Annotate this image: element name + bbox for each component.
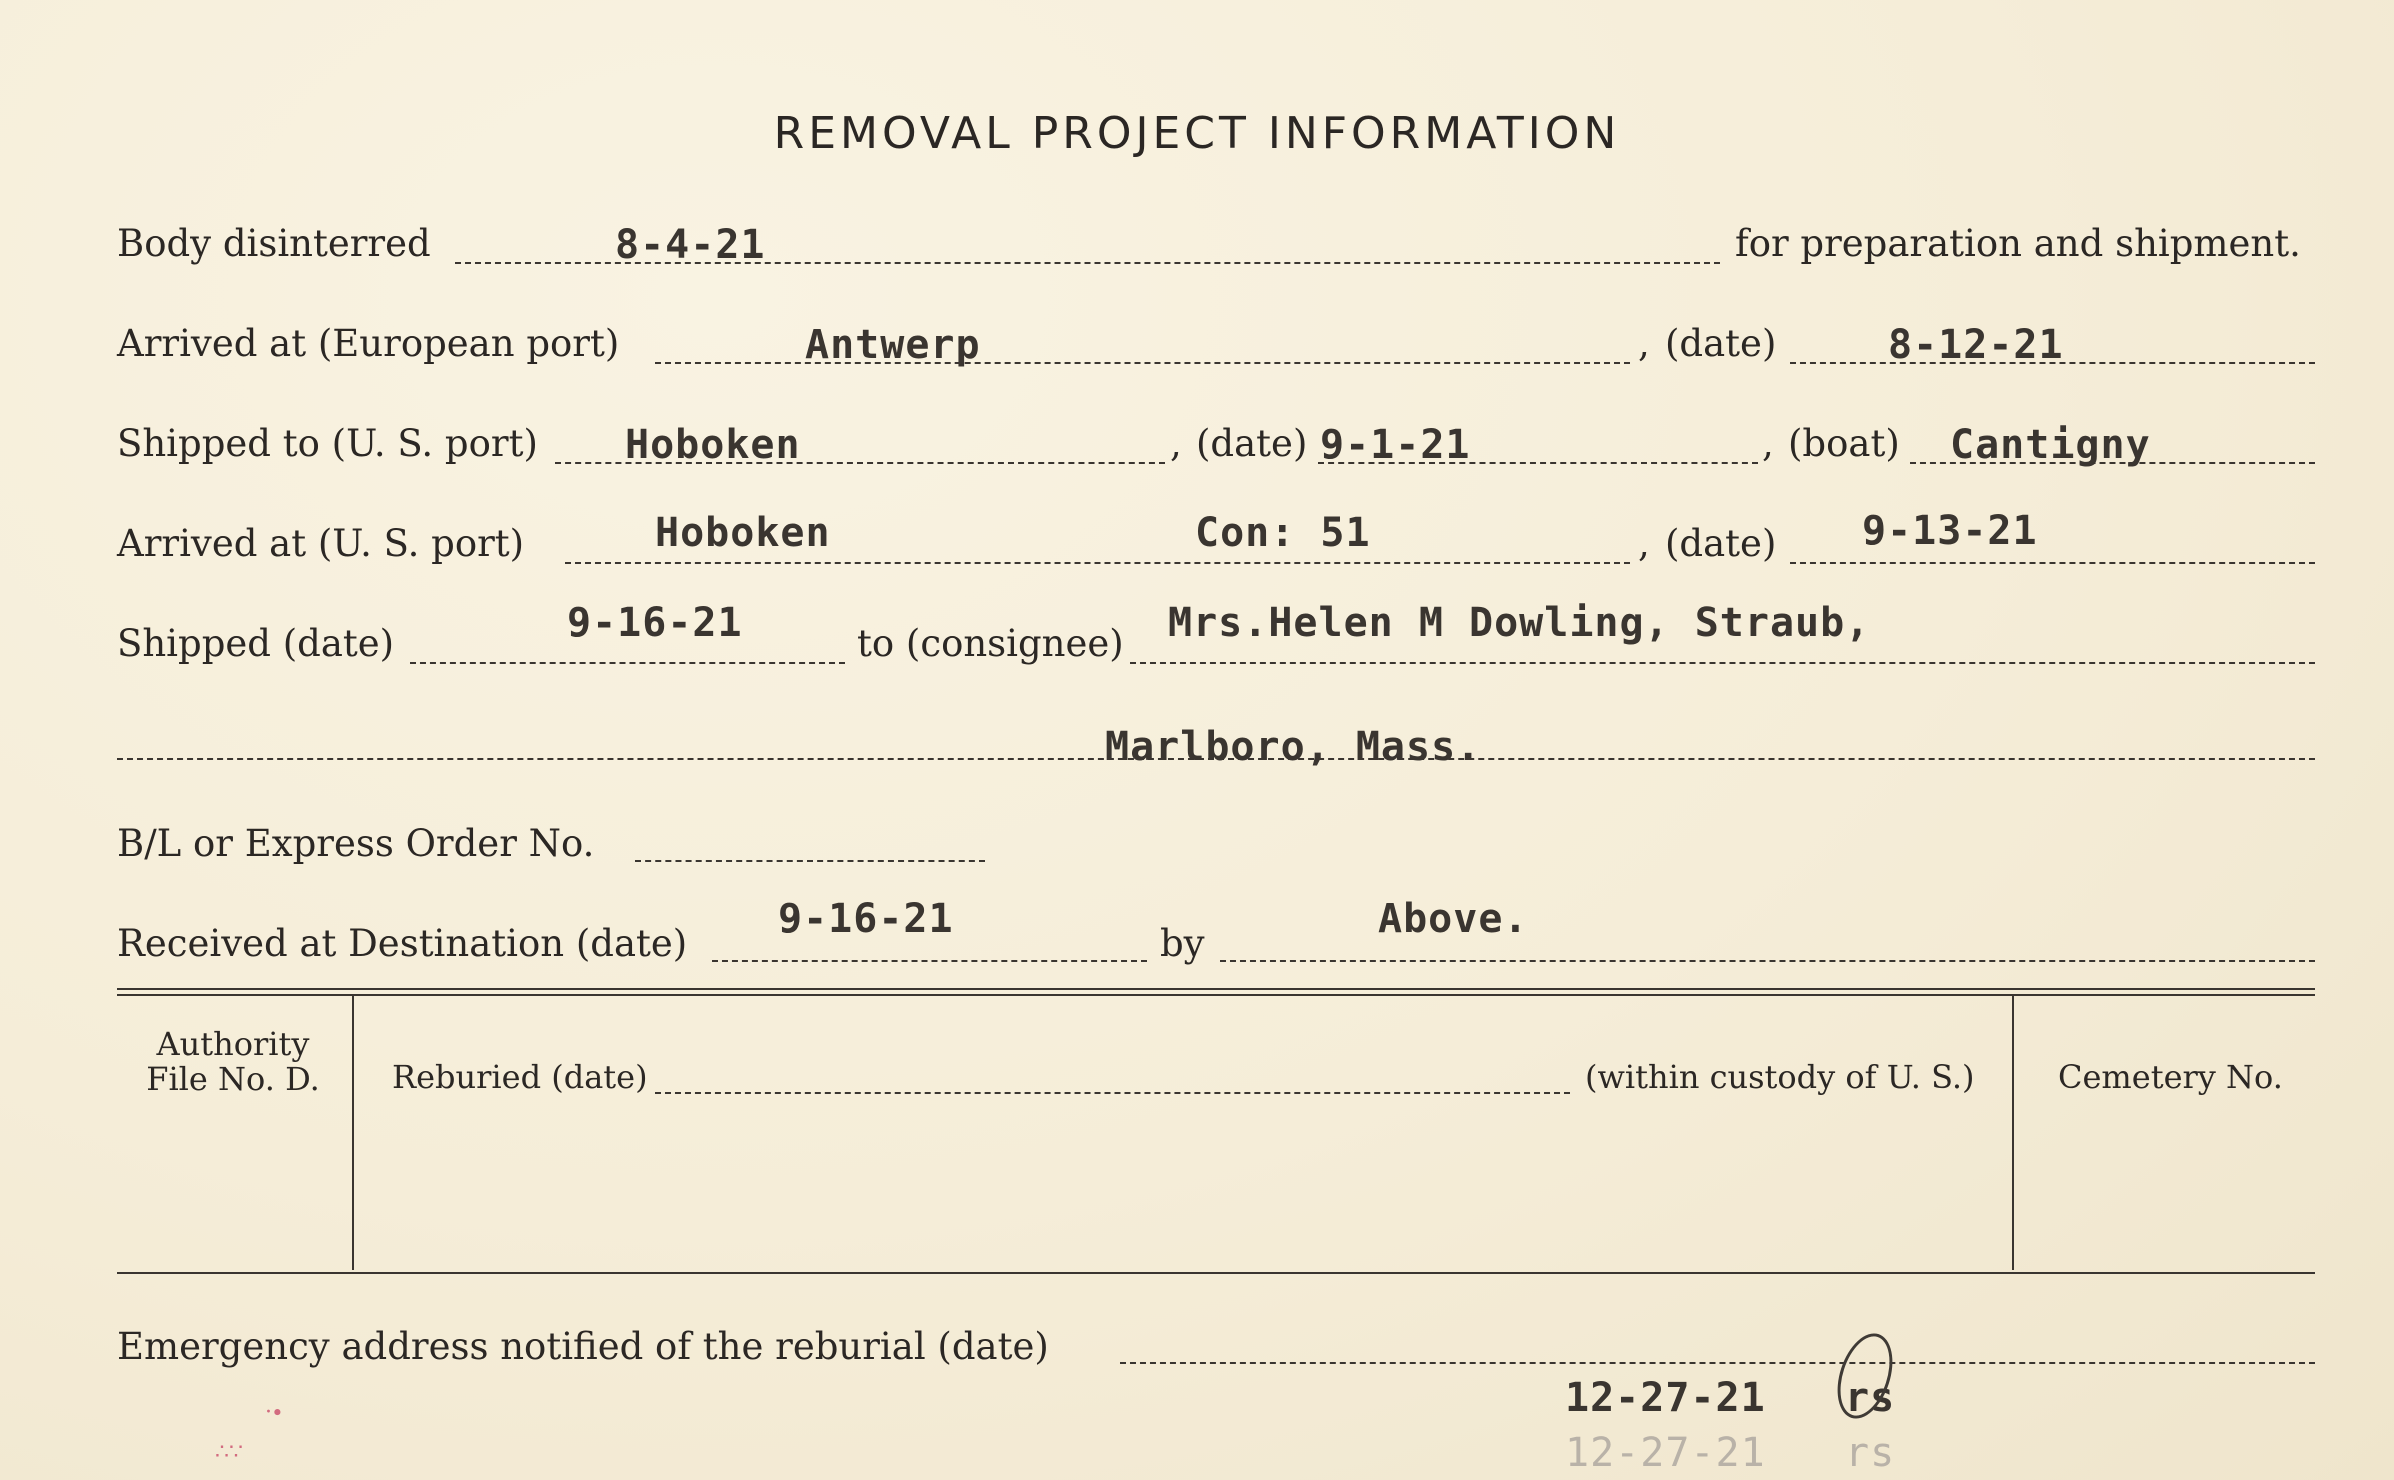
arrived-european-line <box>655 362 1630 364</box>
arrived-us-date-label: (date) <box>1665 522 1777 565</box>
arrived-european-date: 8-12-21 <box>1888 322 2064 368</box>
emergency-faint-value: 12-27-21 <box>1565 1430 1766 1476</box>
body-disinterred-label: Body disinterred <box>117 222 431 265</box>
reburied-label: Reburied (date) <box>392 1058 648 1096</box>
received-line <box>712 960 1147 962</box>
emergency-line <box>1120 1362 2315 1364</box>
shipped-date-line <box>410 662 845 664</box>
stamp-mark-1: ·∙ <box>265 1400 283 1425</box>
boat-value: Cantigny <box>1950 422 2151 468</box>
for-preparation-label: for preparation and shipment. <box>1735 222 2301 265</box>
stamp-mark-2: ∴∵ <box>215 1440 243 1465</box>
arrived-european-label: Arrived at (European port) <box>117 322 620 365</box>
box-divider-right <box>2012 996 2014 1270</box>
custody-label: (within custody of U. S.) <box>1585 1058 1975 1096</box>
form-title: REMOVAL PROJECT INFORMATION <box>773 108 1621 159</box>
bl-line <box>635 860 985 862</box>
bl-label: B/L or Express Order No. <box>117 822 595 865</box>
received-value: 9-16-21 <box>778 896 954 942</box>
arrived-european-value: Antwerp <box>805 322 981 368</box>
by-line <box>1220 960 2315 962</box>
body-disinterred-value: 8-4-21 <box>615 222 766 268</box>
box-bottom-rule <box>117 1272 2315 1274</box>
authority-label-1: Authority <box>156 1025 310 1063</box>
by-label: by <box>1160 922 1205 965</box>
shipped-us-date-label: (date) <box>1196 422 1308 465</box>
emergency-label: Emergency address notified of the reburial (date) <box>117 1325 1049 1368</box>
removal-project-card: REMOVAL PROJECT INFORMATION Body disinterred 8-4-21 for preparation and shipment. Arrived at (European port) Antwerp , (date) 8-12-21 Shipped to (U. S. port) Hoboken , (date) 9-1-21 , (boat) Cantigny Arrived at (U. S. port) Hoboken Con: 51 , (date) 9-13-21 Shipped (date) 9-16-21 to (consignee) Mrs.Helen M Dowling, Straub, Marlboro, Mass. B/L or Express Order No. Received at Destination (date) 9-16-21 by Above. Authority File No. D. Reburied (date) (within custody of U. S.) Cemetery No. Emergency address notified of the reburial (date) 12-27-21 rs 12-27-21 rs ·∙ ∴∵ <box>0 0 2394 1480</box>
box-top-rule <box>117 988 2315 990</box>
box-top-rule-2 <box>117 994 2315 996</box>
consignee-label: to (consignee) <box>857 622 1124 665</box>
arrived-us-value: Hoboken <box>655 510 831 556</box>
emergency-initials: rs <box>1845 1375 1896 1421</box>
by-value: Above. <box>1378 896 1529 942</box>
arrived-european-date-label: (date) <box>1665 322 1777 365</box>
arrived-us-label: Arrived at (U. S. port) <box>117 522 525 565</box>
reburied-line <box>655 1092 1570 1094</box>
consignee-line <box>1130 662 2315 664</box>
shipped-date-label: Shipped (date) <box>117 622 395 665</box>
shipped-us-label: Shipped to (U. S. port) <box>117 422 538 465</box>
con-value: Con: 51 <box>1195 510 1371 556</box>
emergency-value: 12-27-21 <box>1565 1375 1766 1421</box>
arrived-us-date: 9-13-21 <box>1862 508 2038 554</box>
arrived-us-date-line <box>1790 562 2315 564</box>
received-label: Received at Destination (date) <box>117 922 688 965</box>
authority-label-2: File No. D. <box>146 1060 320 1098</box>
boat-label: (boat) <box>1788 422 1900 465</box>
shipped-us-value: Hoboken <box>625 422 801 468</box>
box-divider-left <box>352 996 354 1270</box>
shipped-date-value: 9-16-21 <box>567 600 743 646</box>
consignee-value: Mrs.Helen M Dowling, Straub, <box>1168 600 1871 646</box>
arrived-us-line <box>565 562 1630 564</box>
shipped-us-date: 9-1-21 <box>1320 422 1471 468</box>
emergency-faint-initials: rs <box>1845 1430 1896 1476</box>
consignee-address: Marlboro, Mass. <box>1105 724 1482 770</box>
cemetery-label: Cemetery No. <box>2058 1058 2283 1096</box>
